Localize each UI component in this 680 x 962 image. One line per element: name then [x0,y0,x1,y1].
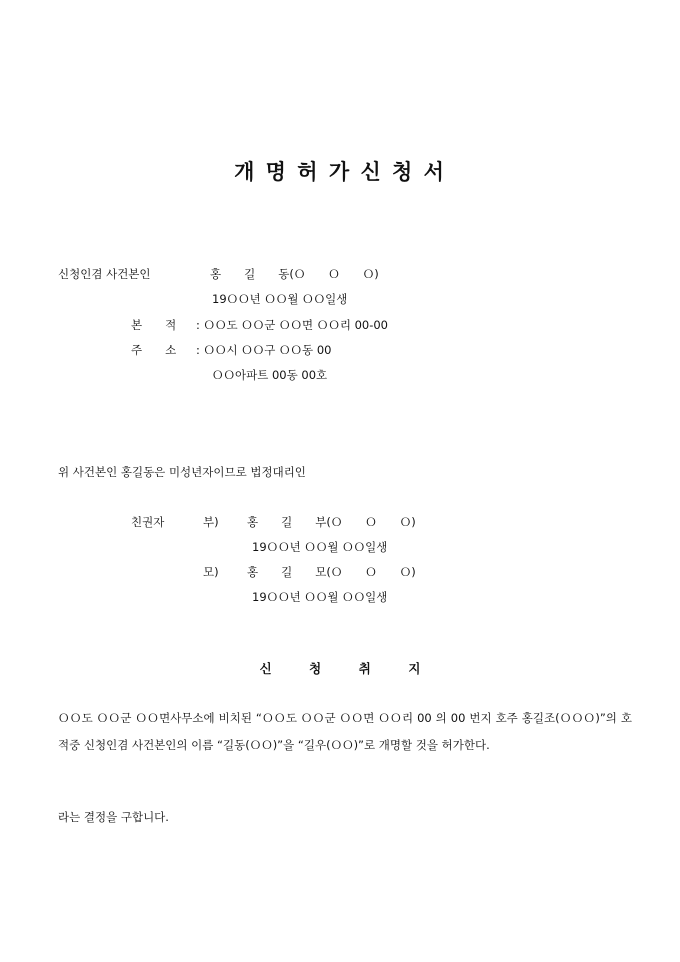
statement-text: 위 사건본인 홍길동은 미성년자이므로 법정대리인 [58,465,306,479]
purpose-text: ＯＯ도 ＯＯ군 ＯＯ면사무소에 비치된 “ＯＯ도 ＯＯ군 ＯＯ면 ＯＯ리 00 의 00 번지 호주 홍길조(ＯＯＯ)”의 호적중 신청인겸 사건본인의 이름 “길동(ＯＯ)”을 “길우(ＯＯ)”로 개명할 것을 허가한다. [58,711,632,752]
guardian-label: 친권자 [131,515,165,529]
mother-name: 홍 길 모(Ｏ Ｏ Ｏ) [247,565,416,579]
mother-label: 모) [203,565,219,579]
mother-birth: 19ＯＯ년 ＯＯ월 ＯＯ일생 [252,590,388,604]
applicant-name: 홍 길 동(Ｏ Ｏ Ｏ) [210,267,379,281]
address-line2: ＯＯ아파트 00동 00호 [212,368,328,382]
domicile-label: 본 적 [131,318,177,332]
purpose-heading: 신 청 취 지 [259,661,421,676]
domicile-value: : ＯＯ도 ＯＯ군 ＯＯ면 ＯＯ리 00-00 [196,318,389,332]
father-name: 홍 길 부(Ｏ Ｏ Ｏ) [247,515,416,529]
address-line1: : ＯＯ시 ＯＯ구 ＯＯ동 00 [196,343,332,357]
document-title: 개 명 허 가 신 청 서 [234,159,446,184]
father-label: 부) [203,515,219,529]
closing-text: 라는 결정을 구합니다. [58,810,169,824]
applicant-birth: 19ＯＯ년 ＯＯ월 ＯＯ일생 [212,292,348,306]
applicant-role-label: 신청인겸 사건본인 [58,267,151,281]
father-birth: 19ＯＯ년 ＯＯ월 ＯＯ일생 [252,540,388,554]
address-label: 주 소 [131,343,177,357]
